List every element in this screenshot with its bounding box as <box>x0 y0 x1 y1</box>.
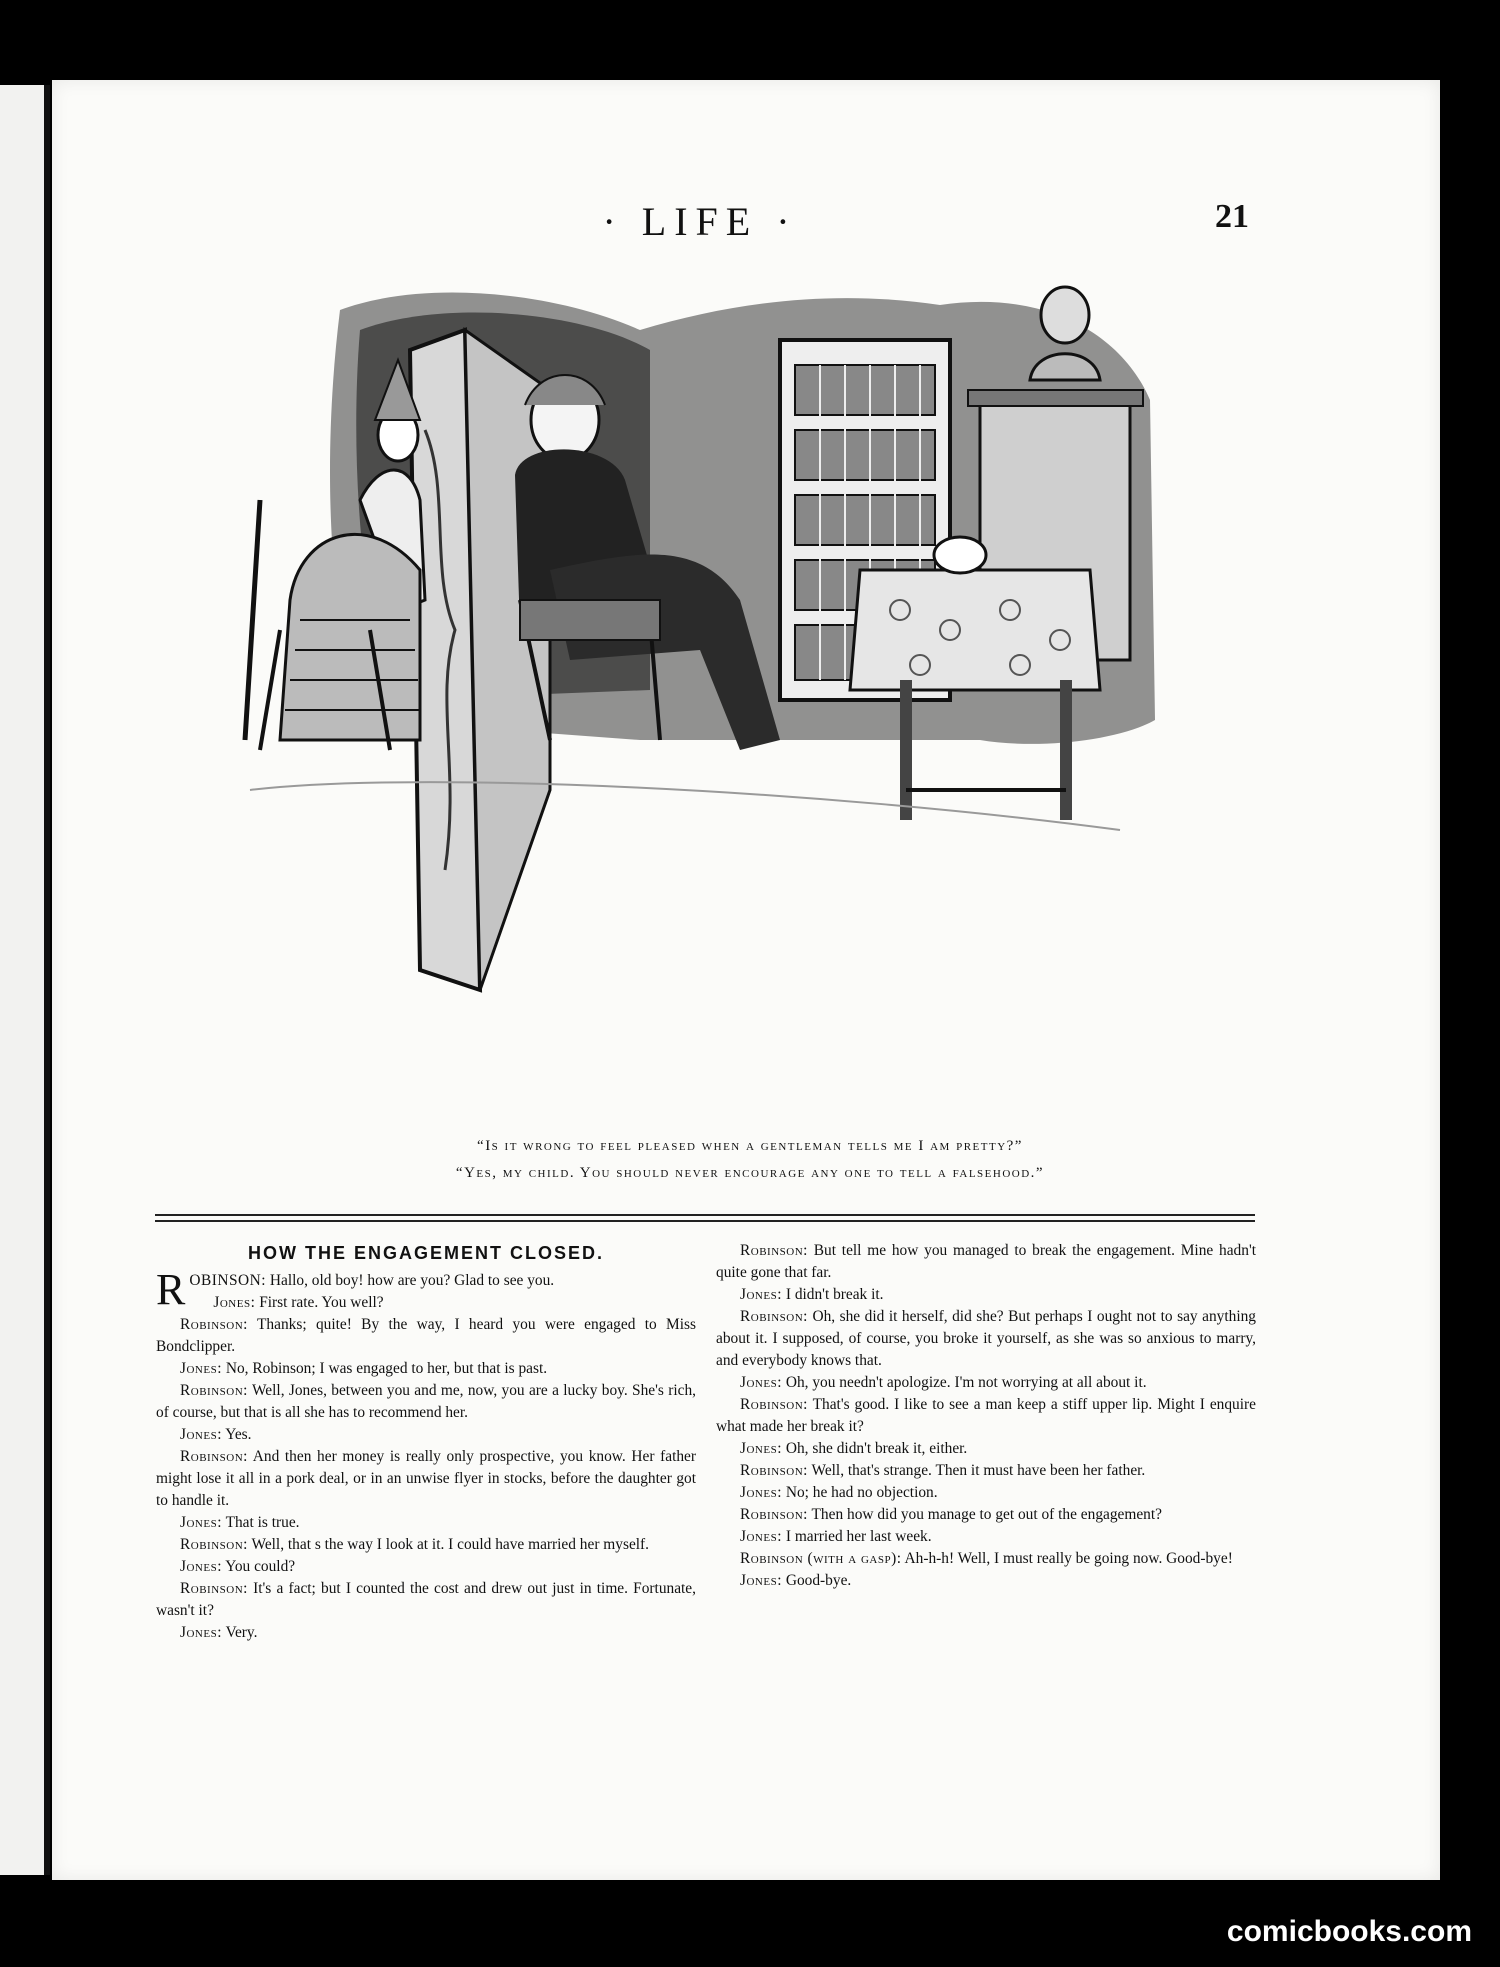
speech-text: Well, that s the way I look at it. I could have married her myself. <box>247 1536 650 1553</box>
page-number: 21 <box>1215 198 1249 235</box>
dialogue-right <box>716 1240 1256 1592</box>
speech-text: Hallo, old boy! how are you? Glad to see you. <box>266 1272 555 1289</box>
speech-text: Well, that's strange. Then it must have been her father. <box>807 1462 1146 1479</box>
double-rule-divider <box>155 1214 1255 1222</box>
masthead: · LIFE · <box>602 199 798 244</box>
speech-text: Very. <box>222 1624 258 1641</box>
speaker-name: Robinson : <box>740 1308 808 1325</box>
dialogue-line <box>716 1372 1256 1394</box>
speech-text: Good-bye. <box>782 1572 852 1589</box>
speaker-name: Robinson : <box>180 1316 248 1333</box>
speech-text: Oh, she did it herself, did she? But perhaps I ought not to say anything about it. I supposed, of course, you broke it yourself, as she was so anxious to marry, and everybody knows that. <box>716 1308 1256 1369</box>
dialogue-line <box>156 1512 696 1534</box>
dialogue-line <box>156 1380 696 1424</box>
speaker-name: Robinson (with a gasp) : <box>740 1550 902 1567</box>
speaker-name: Jones : <box>180 1514 222 1531</box>
speaker-name: Robinson : <box>180 1536 248 1553</box>
caption-line-answer: “Yes, my child. You should never encourage any one to tell a falsehood.” <box>455 1165 1045 1181</box>
dialogue-line <box>716 1482 1256 1504</box>
dialogue-line <box>716 1306 1256 1372</box>
speech-text: No; he had no objection. <box>782 1484 938 1501</box>
speech-text: No, Robinson; I was engaged to her, but that is past. <box>222 1360 548 1377</box>
tea-table <box>850 537 1100 820</box>
speaker-name: Jones : <box>740 1484 782 1501</box>
speech-text: Thanks; quite! By the way, I heard you were engaged to Miss Bondclipper. <box>156 1316 696 1355</box>
speaker-name: Jones : <box>180 1426 222 1443</box>
dialogue-line <box>716 1460 1256 1482</box>
dialogue-line <box>156 1578 696 1622</box>
speaker-name: Robinson : <box>740 1242 808 1259</box>
dialogue-line <box>716 1548 1256 1570</box>
dialogue-line <box>156 1534 696 1556</box>
dialogue-line <box>156 1358 696 1380</box>
dialogue-line <box>156 1292 696 1314</box>
speaker-name: Robinson : <box>740 1506 808 1523</box>
dialogue-line <box>156 1556 696 1578</box>
speech-text: You could? <box>222 1558 296 1575</box>
dialogue-line <box>716 1570 1256 1592</box>
dialogue-line <box>716 1284 1256 1306</box>
speech-text: I married her last week. <box>782 1528 932 1545</box>
speaker-name: Jones : <box>740 1572 782 1589</box>
article-column-right <box>716 1240 1256 1592</box>
page-header <box>0 198 1500 248</box>
article-title: HOW THE ENGAGEMENT CLOSED. <box>247 1243 604 1263</box>
illustration <box>220 270 1180 1050</box>
folding-screen <box>410 330 550 990</box>
dialogue-line <box>716 1438 1256 1460</box>
dialogue-line <box>156 1446 696 1512</box>
speaker-name: Robinson : <box>180 1382 248 1399</box>
speaker-name: Robinson : <box>740 1396 808 1413</box>
speech-text: Well, Jones, between you and me, now, you are a lucky boy. She's rich, of course, but that is all she has to recommend her. <box>156 1382 696 1421</box>
site-watermark: comicbooks.com <box>1226 1915 1472 1948</box>
speaker-name: Jones : <box>180 1558 222 1575</box>
speech-text: Oh, you needn't apologize. I'm not worrying at all about it. <box>782 1374 1147 1391</box>
dialogue-line <box>716 1526 1256 1548</box>
speech-text: First rate. You well? <box>255 1294 384 1311</box>
dialogue-line <box>716 1240 1256 1284</box>
dialogue-line <box>156 1314 696 1358</box>
speaker-name: Robinson : <box>180 1448 248 1465</box>
speaker-name: Jones : <box>740 1528 782 1545</box>
speech-text: That is true. <box>222 1514 300 1531</box>
speaker-name: Jones : <box>180 1624 222 1641</box>
speech-text: That's good. I like to see a man keep a stiff upper lip. Might I enquire what made her break it? <box>716 1396 1256 1435</box>
previous-page-edge <box>0 85 50 1875</box>
speaker-name: Jones : <box>213 1294 255 1311</box>
speaker-name: Robinson : <box>740 1462 808 1479</box>
drop-cap: R <box>156 1265 186 1314</box>
dialogue-line <box>716 1504 1256 1526</box>
dialogue-line <box>156 1622 696 1644</box>
speaker-name: Jones : <box>740 1374 782 1391</box>
speech-text: And then her money is really only prospective, you know. Her father might lose it all in a pork deal, or in an unwise flyer in stocks, before the daughter got to handle it. <box>156 1448 696 1509</box>
speech-text: Ah-h-h! Well, I must really be going now. Good-bye! <box>901 1550 1233 1567</box>
dialogue-left <box>156 1265 696 1644</box>
speaker-name: Jones : <box>180 1360 222 1377</box>
caption-line-question: “Is it wrong to feel pleased when a gentleman tells me I am pretty?” <box>477 1138 1023 1154</box>
speech-text: But tell me how you managed to break the engagement. Mine hadn't quite gone that far. <box>716 1242 1256 1281</box>
speech-text: It's a fact; but I counted the cost and drew out just in time. Fortunate, wasn't it? <box>156 1580 696 1619</box>
speech-text: Then how did you manage to get out of the engagement? <box>807 1506 1162 1523</box>
speech-text: Oh, she didn't break it, either. <box>782 1440 968 1457</box>
article-column-left <box>156 1240 696 1644</box>
speaker-name: Jones : <box>740 1286 782 1303</box>
speaker-name: OBINSON : <box>189 1272 266 1289</box>
speech-text: Yes. <box>222 1426 252 1443</box>
dialogue-line <box>156 1424 696 1446</box>
dialogue-line <box>716 1394 1256 1438</box>
illustration-caption <box>200 1133 1300 1187</box>
speech-text: I didn't break it. <box>782 1286 884 1303</box>
speaker-name: Robinson : <box>180 1580 248 1597</box>
speaker-name: Jones : <box>740 1440 782 1457</box>
